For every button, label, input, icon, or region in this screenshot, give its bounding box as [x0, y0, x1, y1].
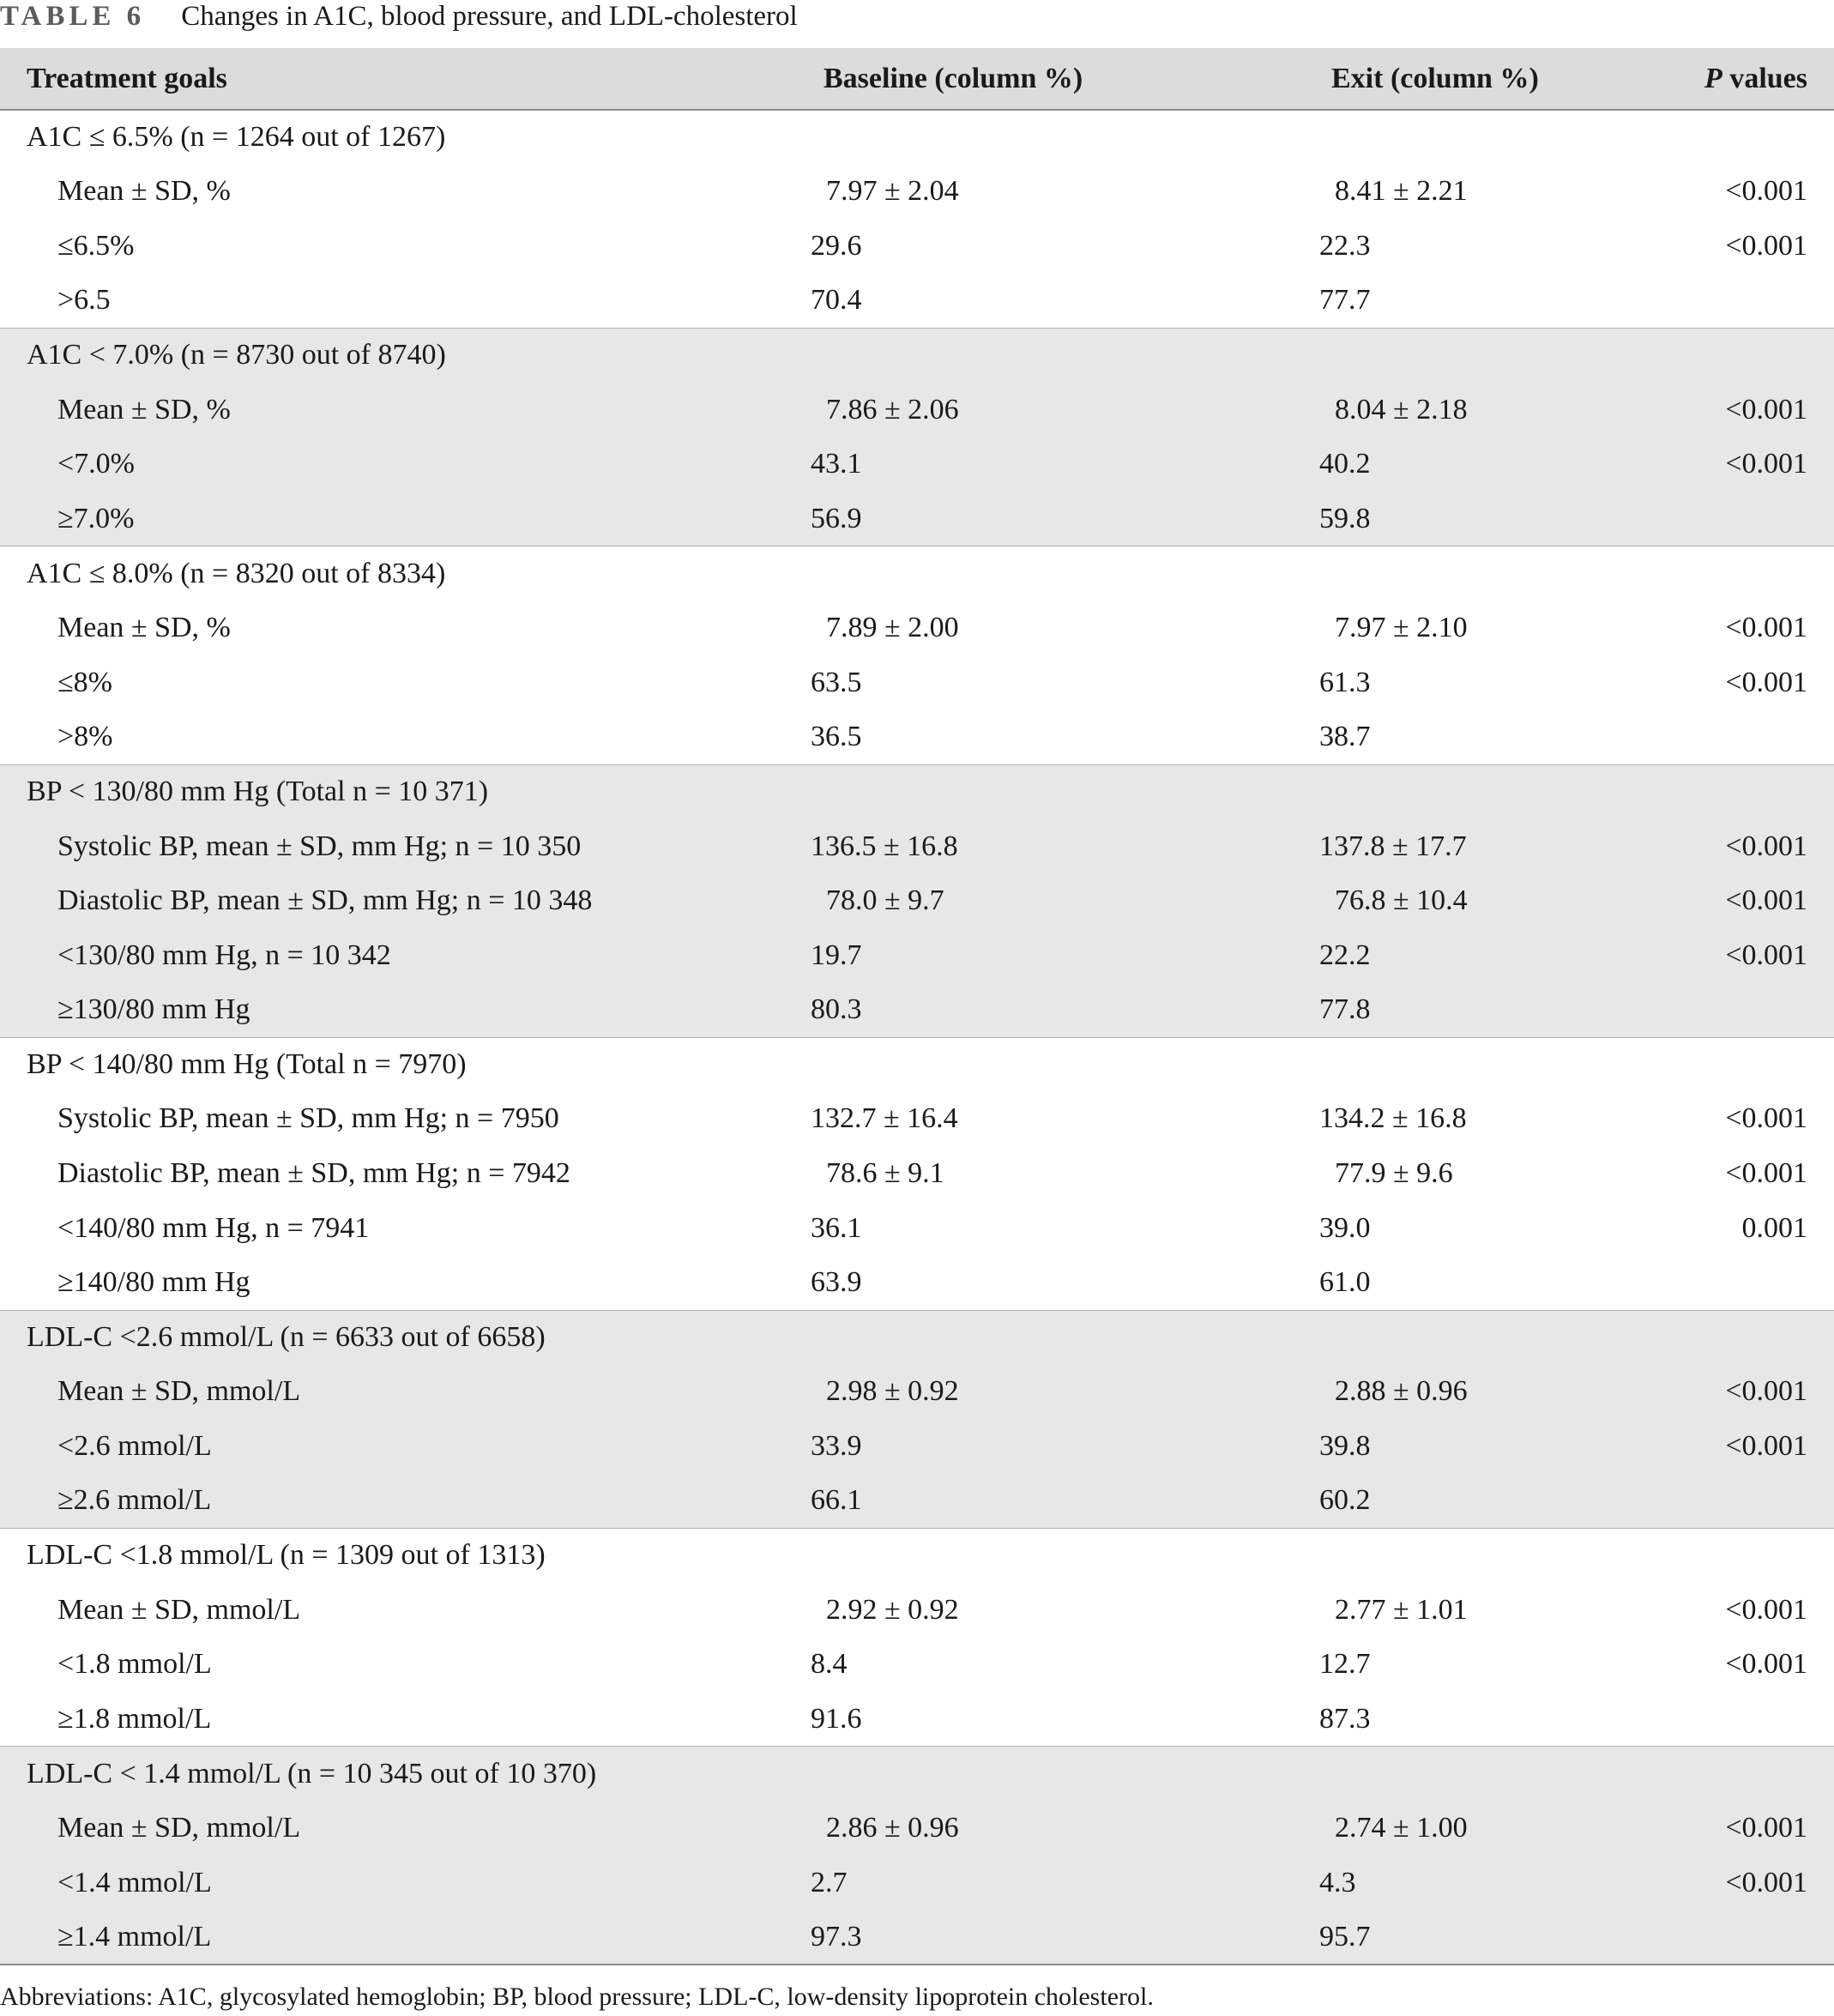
exit-value-text: 87.3 — [1319, 1702, 1371, 1735]
p-value: <0.001 — [1725, 448, 1807, 480]
table-row — [0, 1910, 1834, 1965]
exit-value-text: 77.8 — [1319, 993, 1371, 1026]
table-row — [0, 1201, 1834, 1256]
row-label: <2.6 mmol/L — [57, 1430, 212, 1463]
table-row — [0, 601, 1834, 655]
header-baseline: Baseline (column %) — [798, 48, 1263, 110]
baseline-value — [798, 1801, 1263, 1856]
exit-value — [1263, 655, 1649, 710]
group-header-row — [0, 1528, 1834, 1583]
baseline-value — [798, 110, 1263, 165]
exit-value — [1263, 1310, 1649, 1365]
baseline-value-text: 66.1 — [811, 1484, 862, 1517]
p-value — [1649, 1747, 1834, 1802]
exit-value-text: 61.0 — [1319, 1266, 1371, 1299]
exit-value — [1263, 383, 1649, 438]
p-value: <0.001 — [1725, 1812, 1807, 1844]
p-value: <0.001 — [1725, 1866, 1807, 1898]
exit-value — [1263, 546, 1649, 601]
exit-value-text: 60.2 — [1319, 1484, 1371, 1517]
baseline-value-text: 2.86 ± 0.96 — [826, 1812, 959, 1844]
table-header-row — [0, 48, 1834, 110]
p-value: <0.001 — [1725, 1157, 1807, 1190]
p-value — [1649, 546, 1834, 601]
p-value — [1649, 710, 1834, 765]
row-label: Mean ± SD, % — [57, 612, 231, 644]
exit-value-text: 7.97 ± 2.10 — [1335, 612, 1468, 644]
group-label: LDL-C < 1.4 mmol/L (n = 10 345 out of 10 370) — [0, 1747, 798, 1802]
baseline-value-text: 78.6 ± 9.1 — [826, 1157, 944, 1190]
table-row — [0, 1692, 1834, 1747]
exit-value — [1263, 764, 1649, 819]
p-value: <0.001 — [1725, 175, 1807, 208]
table-title: Changes in A1C, blood pressure, and LDL-cholesterol — [181, 1, 798, 32]
row-label: Mean ± SD, % — [57, 175, 231, 208]
exit-value — [1263, 873, 1649, 928]
outcomes-table — [0, 48, 1834, 1965]
table-row — [0, 1255, 1834, 1310]
row-label: ≥130/80 mm Hg — [57, 993, 250, 1026]
exit-value-text: 39.8 — [1319, 1430, 1371, 1463]
baseline-value — [798, 710, 1263, 765]
header-treatment-goals: Treatment goals — [0, 48, 798, 110]
exit-value — [1263, 219, 1649, 274]
p-value — [1649, 983, 1834, 1038]
table-row — [0, 928, 1834, 983]
baseline-value — [798, 1856, 1263, 1910]
p-value: <0.001 — [1725, 229, 1807, 262]
row-label: ≥2.6 mmol/L — [57, 1484, 212, 1517]
exit-value — [1263, 1419, 1649, 1474]
table-row — [0, 1092, 1834, 1147]
table-row — [0, 710, 1834, 765]
exit-value-text: 137.8 ± 17.7 — [1319, 830, 1467, 862]
p-value — [1649, 1692, 1834, 1747]
baseline-value-text: 136.5 ± 16.8 — [811, 830, 958, 862]
baseline-value — [798, 1474, 1263, 1529]
exit-value-text: 12.7 — [1319, 1648, 1371, 1681]
baseline-value-text: 36.5 — [811, 721, 862, 753]
baseline-value-text: 29.6 — [811, 229, 862, 262]
table-row — [0, 1365, 1834, 1420]
baseline-value — [798, 928, 1263, 983]
p-value — [1649, 1037, 1834, 1092]
group-header-row — [0, 328, 1834, 383]
p-value: <0.001 — [1725, 884, 1807, 917]
exit-value — [1263, 1910, 1649, 1965]
p-value — [1649, 1910, 1834, 1965]
row-label: Diastolic BP, mean ± SD, mm Hg; n = 10 348 — [57, 884, 593, 917]
header-p-rest: values — [1722, 62, 1807, 94]
table-row — [0, 983, 1834, 1038]
baseline-value — [798, 1528, 1263, 1583]
header-p-values — [1649, 48, 1834, 110]
p-value: <0.001 — [1725, 612, 1807, 644]
table-row — [0, 1856, 1834, 1910]
group-header-row — [0, 1747, 1834, 1802]
baseline-value — [798, 1201, 1263, 1256]
baseline-value-text: 56.9 — [811, 502, 862, 534]
table-row — [0, 383, 1834, 438]
baseline-value-text: 63.5 — [811, 666, 862, 698]
table-number: TABLE 6 — [0, 1, 146, 32]
baseline-value — [798, 1638, 1263, 1693]
group-header-row — [0, 1037, 1834, 1092]
baseline-value — [798, 1583, 1263, 1638]
group-header-row — [0, 110, 1834, 165]
p-value — [1649, 328, 1834, 383]
exit-value — [1263, 819, 1649, 874]
exit-value-text: 40.2 — [1319, 448, 1371, 480]
p-value — [1649, 110, 1834, 165]
exit-value-text: 59.8 — [1319, 502, 1371, 534]
table-row — [0, 1419, 1834, 1474]
baseline-value — [798, 1365, 1263, 1420]
baseline-value-text: 2.98 ± 0.92 — [826, 1375, 959, 1408]
p-value — [1649, 492, 1834, 546]
row-label: ≤6.5% — [57, 229, 135, 262]
table-row — [0, 274, 1834, 329]
baseline-value — [798, 219, 1263, 274]
baseline-value-text: 43.1 — [811, 448, 862, 480]
exit-value-text: 22.2 — [1319, 939, 1371, 971]
exit-value — [1263, 1146, 1649, 1201]
baseline-value — [798, 601, 1263, 655]
exit-value-text: 134.2 ± 16.8 — [1319, 1102, 1467, 1135]
group-label: LDL-C <2.6 mmol/L (n = 6633 out of 6658) — [0, 1310, 798, 1365]
exit-value — [1263, 1092, 1649, 1147]
exit-value-text: 38.7 — [1319, 721, 1371, 753]
baseline-value-text: 7.89 ± 2.00 — [826, 612, 959, 644]
baseline-value — [798, 492, 1263, 546]
baseline-value-text: 91.6 — [811, 1702, 862, 1735]
exit-value — [1263, 1801, 1649, 1856]
baseline-value-text: 33.9 — [811, 1430, 862, 1463]
baseline-value-text: 19.7 — [811, 939, 862, 971]
group-header-row — [0, 546, 1834, 601]
exit-value — [1263, 274, 1649, 329]
baseline-value-text: 7.86 ± 2.06 — [826, 393, 959, 426]
p-value: <0.001 — [1725, 393, 1807, 426]
p-value: <0.001 — [1725, 1102, 1807, 1135]
baseline-value — [798, 546, 1263, 601]
exit-value-text: 8.04 ± 2.18 — [1335, 393, 1468, 426]
exit-value — [1263, 1747, 1649, 1802]
exit-value-text: 2.74 ± 1.00 — [1335, 1812, 1468, 1844]
baseline-value — [798, 873, 1263, 928]
row-label: Systolic BP, mean ± SD, mm Hg; n = 7950 — [57, 1102, 559, 1135]
table-row — [0, 1146, 1834, 1201]
p-value: <0.001 — [1725, 666, 1807, 698]
p-value — [1649, 1528, 1834, 1583]
baseline-value-text: 2.7 — [811, 1866, 848, 1898]
row-label: >6.5 — [57, 284, 111, 317]
baseline-value — [798, 819, 1263, 874]
exit-value — [1263, 492, 1649, 546]
row-label: ≥1.4 mmol/L — [0, 1910, 798, 1965]
exit-value — [1263, 1638, 1649, 1693]
table-caption — [0, 0, 798, 33]
exit-value — [1263, 165, 1649, 220]
baseline-value — [798, 1910, 1263, 1965]
row-label: Diastolic BP, mean ± SD, mm Hg; n = 7942 — [57, 1157, 570, 1190]
row-label: Systolic BP, mean ± SD, mm Hg; n = 10 350 — [57, 830, 582, 862]
exit-value — [1263, 710, 1649, 765]
baseline-value-text: 7.97 ± 2.04 — [826, 175, 959, 208]
group-label: A1C < 7.0% (n = 8730 out of 8740) — [0, 328, 798, 383]
baseline-value — [798, 1146, 1263, 1201]
exit-value — [1263, 1365, 1649, 1420]
table-row — [0, 819, 1834, 874]
baseline-value-text: 132.7 ± 16.4 — [811, 1102, 958, 1135]
row-label: ≥1.8 mmol/L — [57, 1702, 212, 1735]
row-label: <140/80 mm Hg, n = 7941 — [57, 1211, 370, 1244]
exit-value-text: 61.3 — [1319, 666, 1371, 698]
exit-value-text: 95.7 — [1319, 1920, 1371, 1953]
p-value: <0.001 — [1725, 1648, 1807, 1681]
exit-value — [1263, 1692, 1649, 1747]
exit-value — [1263, 1037, 1649, 1092]
exit-value-text: 39.0 — [1319, 1211, 1371, 1244]
exit-value — [1263, 438, 1649, 492]
row-label: ≥7.0% — [57, 502, 135, 534]
baseline-value-text: 36.1 — [811, 1211, 862, 1244]
exit-value — [1263, 1583, 1649, 1638]
table-row — [0, 438, 1834, 492]
exit-value-text: 4.3 — [1319, 1866, 1356, 1898]
group-label: BP < 130/80 mm Hg (Total n = 10 371) — [0, 764, 798, 819]
exit-value-text: 8.41 ± 2.21 — [1335, 175, 1468, 208]
p-value: <0.001 — [1725, 939, 1807, 971]
baseline-value — [798, 1419, 1263, 1474]
group-label: A1C ≤ 6.5% (n = 1264 out of 1267) — [27, 121, 446, 154]
exit-value-text: 76.8 ± 10.4 — [1335, 884, 1468, 917]
exit-value — [1263, 1201, 1649, 1256]
table-row — [0, 1474, 1834, 1529]
baseline-value — [798, 1310, 1263, 1365]
row-label: >8% — [57, 721, 113, 753]
baseline-value — [798, 1037, 1263, 1092]
baseline-value — [798, 438, 1263, 492]
p-value: <0.001 — [1725, 1593, 1807, 1626]
exit-value — [1263, 1528, 1649, 1583]
table-row — [0, 219, 1834, 274]
baseline-value — [798, 655, 1263, 710]
group-label: A1C ≤ 8.0% (n = 8320 out of 8334) — [0, 546, 798, 601]
table-body — [0, 110, 1834, 1965]
exit-value-text: 77.9 ± 9.6 — [1335, 1157, 1453, 1190]
exit-value — [1263, 328, 1649, 383]
row-label: Mean ± SD, mmol/L — [57, 1375, 301, 1408]
baseline-value — [798, 983, 1263, 1038]
row-label: Mean ± SD, mmol/L — [57, 1593, 301, 1626]
row-label: <130/80 mm Hg, n = 10 342 — [57, 939, 391, 971]
p-value — [1649, 1474, 1834, 1529]
baseline-value-text: 78.0 ± 9.7 — [826, 884, 944, 917]
p-value: <0.001 — [1725, 830, 1807, 862]
row-label: ≤8% — [57, 666, 112, 698]
baseline-value — [798, 328, 1263, 383]
row-label: <1.4 mmol/L — [57, 1866, 212, 1898]
baseline-value — [798, 1747, 1263, 1802]
exit-value — [1263, 928, 1649, 983]
exit-value-text: 77.7 — [1319, 284, 1371, 317]
exit-value — [1263, 1255, 1649, 1310]
exit-value-text: 2.88 ± 0.96 — [1335, 1375, 1468, 1408]
baseline-value — [798, 165, 1263, 220]
p-value: 0.001 — [1741, 1211, 1807, 1244]
table-row — [0, 1583, 1834, 1638]
row-label: <1.8 mmol/L — [57, 1648, 212, 1681]
baseline-value — [798, 274, 1263, 329]
exit-value — [1263, 1856, 1649, 1910]
p-value: <0.001 — [1725, 1375, 1807, 1408]
baseline-value-text: 8.4 — [811, 1648, 848, 1681]
table-row — [0, 1801, 1834, 1856]
group-label: LDL-C <1.8 mmol/L (n = 1309 out of 1313) — [0, 1528, 798, 1583]
p-value — [1649, 1310, 1834, 1365]
table-row — [0, 873, 1834, 928]
header-exit: Exit (column %) — [1263, 48, 1649, 110]
baseline-value — [798, 383, 1263, 438]
table-row — [0, 1638, 1834, 1693]
row-label: Mean ± SD, mmol/L — [57, 1812, 301, 1844]
exit-value — [1263, 983, 1649, 1038]
baseline-value — [798, 764, 1263, 819]
baseline-value — [798, 1692, 1263, 1747]
table-row — [0, 655, 1834, 710]
baseline-value-text: 80.3 — [811, 993, 862, 1026]
group-header-row — [0, 764, 1834, 819]
row-label: <7.0% — [57, 448, 135, 480]
p-value — [1649, 1255, 1834, 1310]
baseline-value-text: 97.3 — [811, 1920, 862, 1953]
exit-value-text: 22.3 — [1319, 229, 1371, 262]
exit-value-text: 2.77 ± 1.01 — [1335, 1593, 1468, 1626]
row-label: Mean ± SD, % — [57, 393, 231, 426]
exit-value — [1263, 1474, 1649, 1529]
p-value — [1649, 764, 1834, 819]
baseline-value-text: 2.92 ± 0.92 — [826, 1593, 959, 1626]
table-row — [0, 165, 1834, 220]
baseline-value — [798, 1092, 1263, 1147]
baseline-value-text: 70.4 — [811, 284, 862, 317]
table-footnote: Abbreviations: A1C, glycosylated hemoglobin; BP, blood pressure; LDL-C, low-density lipoprotein cholesterol. — [0, 1983, 1154, 2011]
group-header-row — [0, 1310, 1834, 1365]
exit-value — [1263, 601, 1649, 655]
p-value — [1649, 274, 1834, 329]
table-row — [0, 492, 1834, 546]
p-value: <0.001 — [1725, 1430, 1807, 1463]
header-p-italic: P — [1704, 62, 1722, 94]
exit-value — [1263, 110, 1649, 165]
group-label: BP < 140/80 mm Hg (Total n = 7970) — [0, 1037, 798, 1092]
row-label: ≥140/80 mm Hg — [57, 1266, 250, 1299]
baseline-value — [798, 1255, 1263, 1310]
baseline-value-text: 63.9 — [811, 1266, 862, 1299]
